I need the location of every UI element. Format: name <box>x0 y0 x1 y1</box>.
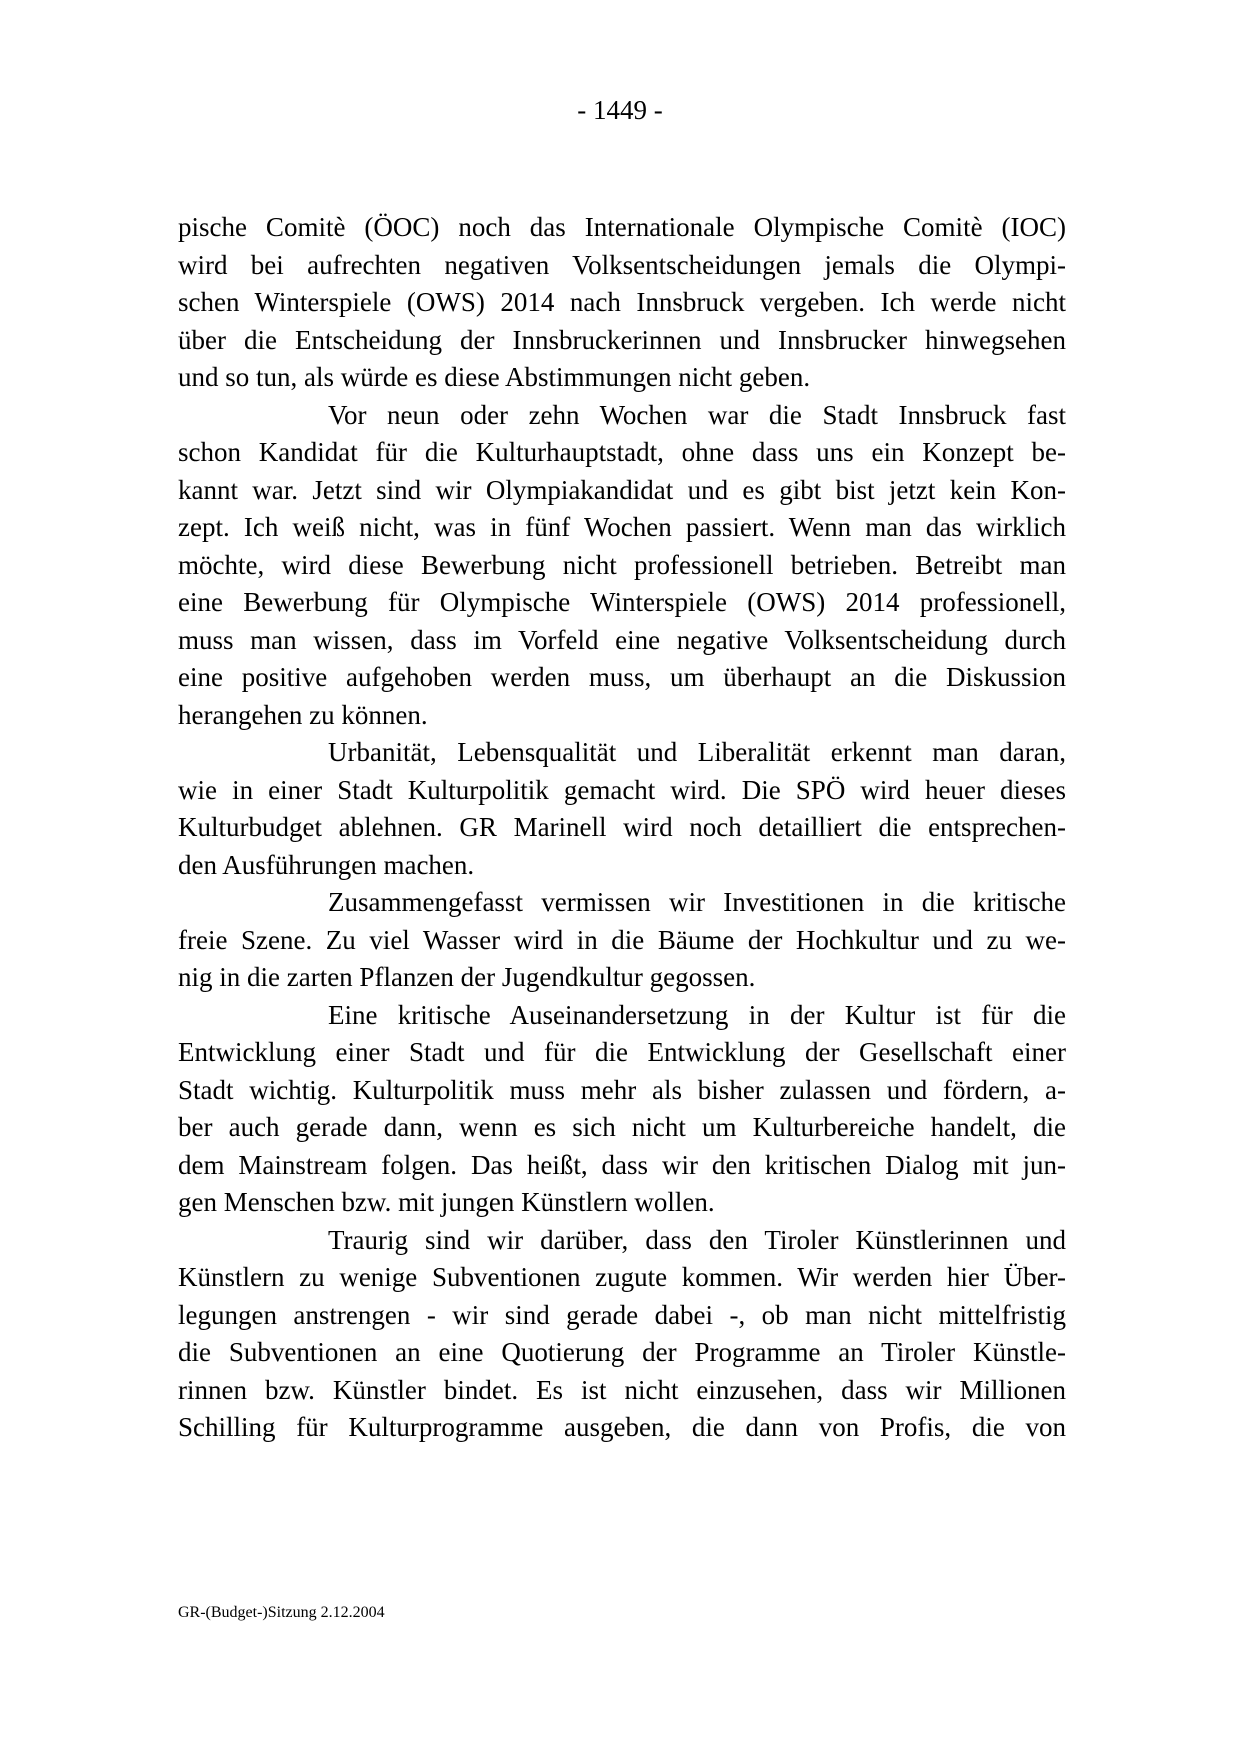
text-line: herangehen zu können. <box>178 699 428 730</box>
text-line: kannt war. Jetzt sind wir Olympiakandidat und es gibt bist jetzt kein Kon- <box>178 474 1066 505</box>
body-text <box>178 209 1066 1447</box>
text-line: muss man wissen, dass im Vorfeld eine negative Volksentscheidung durch <box>178 624 1066 655</box>
text-line: legungen anstrengen - wir sind gerade dabei -, ob man nicht mittelfristig <box>178 1299 1066 1330</box>
text-line: Künstlern zu wenige Subventionen zugute kommen. Wir werden hier Über- <box>178 1262 1066 1292</box>
text-line: Schilling für Kulturprogramme ausgeben, die dann von Profis, die von <box>178 1412 1066 1442</box>
text-line: Traurig sind wir darüber, dass den Tiroler Künstlerinnen und <box>328 1224 1066 1255</box>
page-number: - 1449 - <box>577 95 663 125</box>
text-line: wird bei aufrechten negativen Volksentscheidungen jemals die Olympi- <box>178 249 1066 280</box>
text-line: eine Bewerbung für Olympische Winterspiele (OWS) 2014 professionell, <box>178 587 1066 617</box>
text-line: freie Szene. Zu viel Wasser wird in die Bäume der Hochkultur und zu we- <box>178 924 1066 955</box>
text-line: dem Mainstream folgen. Das heißt, dass wir den kritischen Dialog mit jun- <box>178 1149 1066 1180</box>
text-line: Urbanität, Lebensqualität und Liberalität erkennt man daran, <box>328 737 1066 767</box>
footer-session-date: GR-(Budget-)Sitzung 2.12.2004 <box>178 1604 385 1621</box>
text-line: Zusammengefasst vermissen wir Investitionen in die kritische <box>328 887 1066 917</box>
text-line: Entwicklung einer Stadt und für die Entwicklung der Gesellschaft einer <box>178 1037 1066 1067</box>
text-line: die Subventionen an eine Quotierung der Programme an Tiroler Künstle- <box>178 1337 1066 1367</box>
text-line: Vor neun oder zehn Wochen war die Stadt Innsbruck fast <box>328 399 1066 430</box>
text-line: pische Comitè (ÖOC) noch das Internationale Olympische Comitè (IOC) <box>178 212 1066 242</box>
text-line: wie in einer Stadt Kulturpolitik gemacht wird. Die SPÖ wird heuer dieses <box>178 774 1066 805</box>
text-line: Kulturbudget ablehnen. GR Marinell wird noch detailliert die entsprechen- <box>178 812 1066 842</box>
text-line: und so tun, als würde es diese Abstimmungen nicht geben. <box>178 362 811 392</box>
text-line: zept. Ich weiß nicht, was in fünf Wochen passiert. Wenn man das wirklich <box>178 512 1066 542</box>
text-line: schon Kandidat für die Kulturhauptstadt, ohne dass uns ein Konzept be- <box>178 437 1066 467</box>
text-line: über die Entscheidung der Innsbruckerinnen und Innsbrucker hinwegsehen <box>178 324 1066 355</box>
text-line: den Ausführungen machen. <box>178 849 475 880</box>
text-line: ber auch gerade dann, wenn es sich nicht um Kulturbereiche handelt, die <box>178 1112 1066 1142</box>
text-line: nig in die zarten Pflanzen der Jugendkultur gegossen. <box>178 962 756 992</box>
text-line: eine positive aufgehoben werden muss, um überhaupt an die Diskussion <box>178 662 1066 692</box>
text-line: Eine kritische Auseinandersetzung in der Kultur ist für die <box>328 999 1066 1030</box>
text-line: schen Winterspiele (OWS) 2014 nach Innsbruck vergeben. Ich werde nicht <box>178 287 1066 317</box>
text-line: gen Menschen bzw. mit jungen Künstlern wollen. <box>178 1187 715 1217</box>
text-line: rinnen bzw. Künstler bindet. Es ist nicht einzusehen, dass wir Millionen <box>178 1374 1066 1405</box>
text-line: Stadt wichtig. Kulturpolitik muss mehr als bisher zulassen und fördern, a- <box>178 1074 1066 1105</box>
text-line: möchte, wird diese Bewerbung nicht professionell betrieben. Betreibt man <box>178 549 1066 580</box>
